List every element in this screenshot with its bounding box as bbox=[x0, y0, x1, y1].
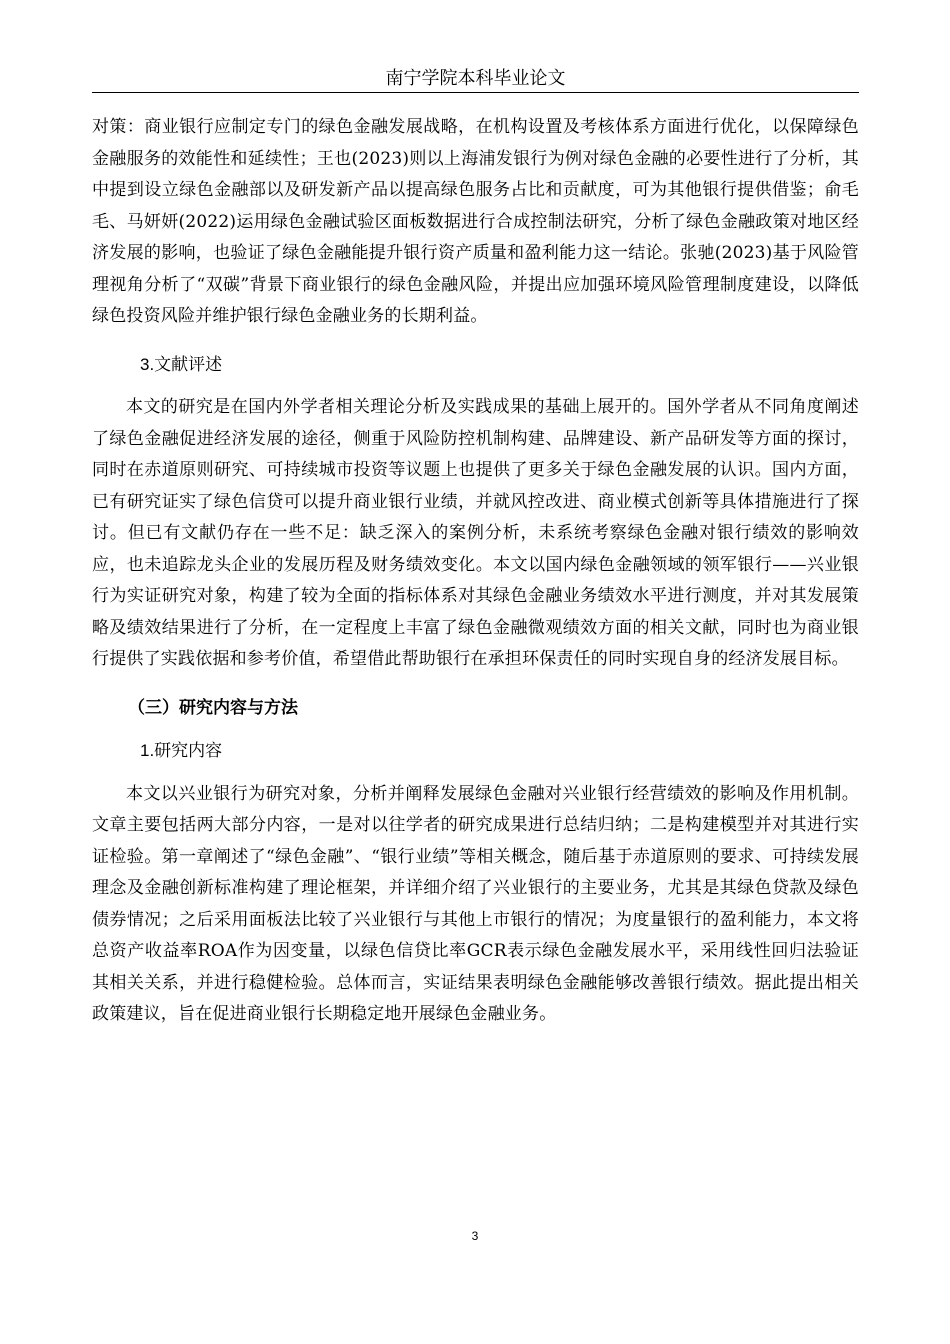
heading-section-research: （三）研究内容与方法 bbox=[128, 697, 298, 717]
page-header bbox=[92, 64, 859, 93]
heading-literature-review: 3.文献评述 bbox=[140, 354, 223, 374]
header-title: 南宁学院本科毕业论文 bbox=[385, 68, 566, 88]
paragraph-continued: 对策：商业银行应制定专门的绿色金融发展战略，在机构设置及考核体系方面进行优化，以保障绿色金融服务的效能性和延续性；王也(2023)则以上海浦发银行为例对绿色金融的必要性进行了分析，其中提到设立绿色金融部以及研发新产品以提高绿色服务占比和贡献度，可为其他银行提供借鉴；俞毛毛、马妍妍(2022)运用绿色金融试验区面板数据进行合成控制法研究，分析了绿色金融政策对地区经济发展的影响，也验证了绿色金融能提升银行资产质量和盈利能力这一结论。张驰(2023)基于风险管理视角分析了“双碳”背景下商业银行的绿色金融风险，并提出应加强环境风险管理制度建设，以降低绿色投资风险并维护银行绿色金融业务的长期利益。 bbox=[92, 117, 859, 326]
paragraph-literature-review: 本文的研究是在国内外学者相关理论分析及实践成果的基础上展开的。国外学者从不同角度阐述了绿色金融促进经济发展的途径，侧重于风险防控机制构建、品牌建设、新产品研发等方面的探讨，同时在赤道原则研究、可持续城市投资等议题上也提供了更多关于绿色金融发展的认识。国内方面，已有研究证实了绿色信贷可以提升商业银行业绩，并就风控改进、商业模式创新等具体措施进行了探讨。但已有文献仍存在一些不足：缺乏深入的案例分析，未系统考察绿色金融对银行绩效的影响效应，也未追踪龙头企业的发展历程及财务绩效变化。本文以国内绿色金融领域的领军银行——兴业银行为实证研究对象，构建了较为全面的指标体系对其绿色金融业务绩效水平进行测度，并对其发展策略及绩效结果进行了分析，在一定程度上丰富了绿色金融微观绩效方面的相关文献，同时也为商业银行提供了实践依据和参考价值，希望借此帮助银行在承担环保责任的同时实现自身的经济发展目标。 bbox=[92, 397, 859, 669]
page-number: 3 bbox=[471, 1229, 479, 1243]
paragraph-research-content: 本文以兴业银行为研究对象，分析并阐释发展绿色金融对兴业银行经营绩效的影响及作用机制。文章主要包括两大部分内容，一是对以往学者的研究成果进行总结归纳；二是构建模型并对其进行实证检验。第一章阐述了“绿色金融”、“银行业绩”等相关概念，随后基于赤道原则的要求、可持续发展理念及金融创新标准构建了理论框架，并详细介绍了兴业银行的主要业务，尤其是其绿色贷款及绿色债券情况；之后采用面板法比较了兴业银行与其他上市银行的情况；为度量银行的盈利能力，本文将总资产收益率ROA作为因变量，以绿色信贷比率GCR表示绿色金融发展水平，采用线性回归法验证其相关关系，并进行稳健检验。总体而言，实证结果表明绿色金融能够改善银行绩效。据此提出相关政策建议，旨在促进商业银行长期稳定地开展绿色金融业务。 bbox=[92, 783, 859, 1024]
page-body bbox=[92, 112, 859, 1031]
heading-research-content: 1.研究内容 bbox=[140, 741, 223, 760]
